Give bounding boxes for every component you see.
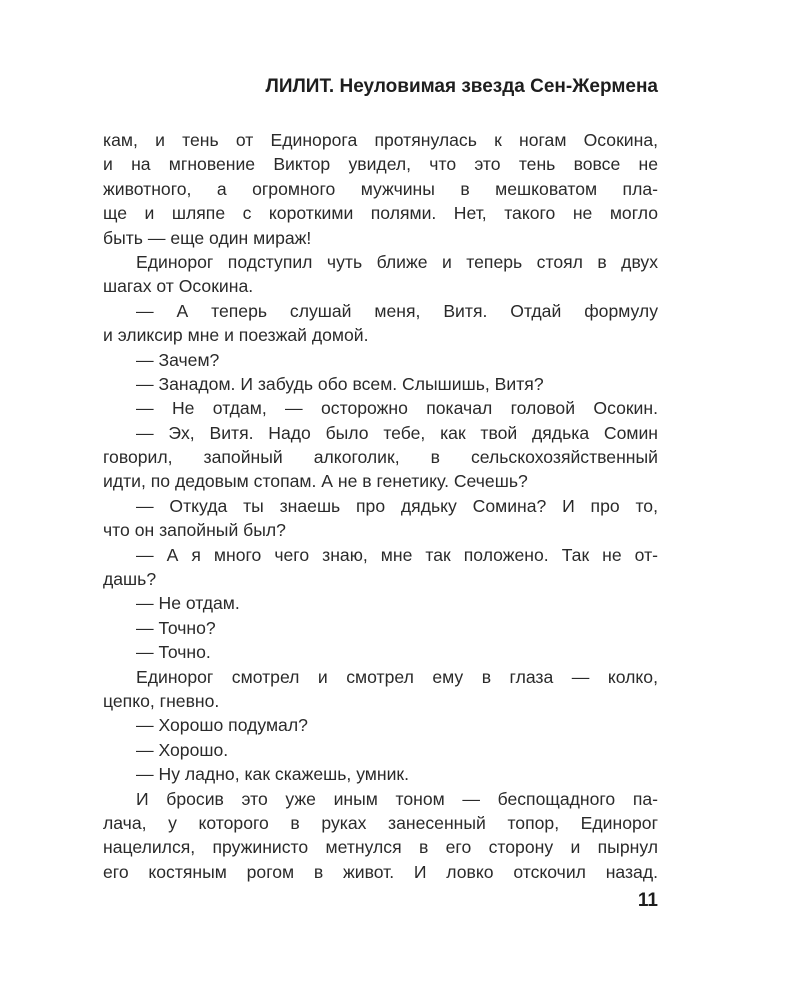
text-line: нацелился, пружинисто метнулся в его сторону и пырнул xyxy=(103,837,658,858)
text-line: быть — еще один мираж! xyxy=(103,227,312,248)
text-line: — Откуда ты знаешь про дядьку Сомина? И про то, xyxy=(136,495,658,516)
text-line: идти, по дедовым стопам. А не в генетику. Сечешь? xyxy=(103,471,528,492)
text-line: — Зачем? xyxy=(136,349,220,370)
text-line: — Хорошо. xyxy=(136,739,229,760)
text-line: ще и шляпе с короткими полями. Нет, такого не могло xyxy=(103,203,658,224)
text-line: — Не отдам. xyxy=(136,593,240,614)
text-line: — Эх, Витя. Надо было тебе, как твой дядька Сомин xyxy=(136,422,658,443)
text-line: И бросив это уже иным тоном — беспощадного па- xyxy=(136,788,658,809)
text-line: — А я много чего знаю, мне так положено. Так не от- xyxy=(136,544,658,565)
text-line: цепко, гневно. xyxy=(103,690,220,711)
text-line: Единорог смотрел и смотрел ему в глаза — колко, xyxy=(136,666,658,687)
text-line: говорил, запойный алкоголик, в сельскохозяйственный xyxy=(103,447,658,468)
text-line: его костяным рогом в живот. И ловко отскочил назад. xyxy=(103,861,658,882)
text-line: дашь? xyxy=(103,569,157,590)
text-line: что он запойный был? xyxy=(103,520,286,541)
text-line: Единорог подступил чуть ближе и теперь стоял в двух xyxy=(136,251,658,272)
text-line: животного, а огромного мужчины в мешковатом пла- xyxy=(103,178,658,199)
text-line: — А теперь слушай меня, Витя. Отдай формулу xyxy=(136,300,658,321)
text-line: — Не отдам, — осторожно покачал головой Осокин. xyxy=(136,398,658,419)
text-line: — Занадом. И забудь обо всем. Слышишь, Витя? xyxy=(136,373,544,394)
text-line: — Ну ладно, как скажешь, умник. xyxy=(136,764,410,785)
text-line: лача, у которого в руках занесенный топор, Единорог xyxy=(103,812,658,833)
text-line: кам, и тень от Единорога протянулась к ногам Осокина, xyxy=(103,130,658,150)
text-line: и эликсир мне и поезжай домой. xyxy=(103,325,369,346)
running-header: ЛИЛИТ. Неуловимая звезда Сен-Жермена xyxy=(265,76,658,97)
body-text xyxy=(103,128,658,884)
text-line: шагах от Осокина. xyxy=(103,276,254,297)
text-line: — Точно? xyxy=(136,617,216,638)
text-line: и на мгновение Виктор увидел, что это тень вовсе не xyxy=(103,154,658,175)
text-line: — Хорошо подумал? xyxy=(136,715,308,736)
text-line: — Точно. xyxy=(136,642,211,663)
page-number: 11 xyxy=(637,890,658,911)
